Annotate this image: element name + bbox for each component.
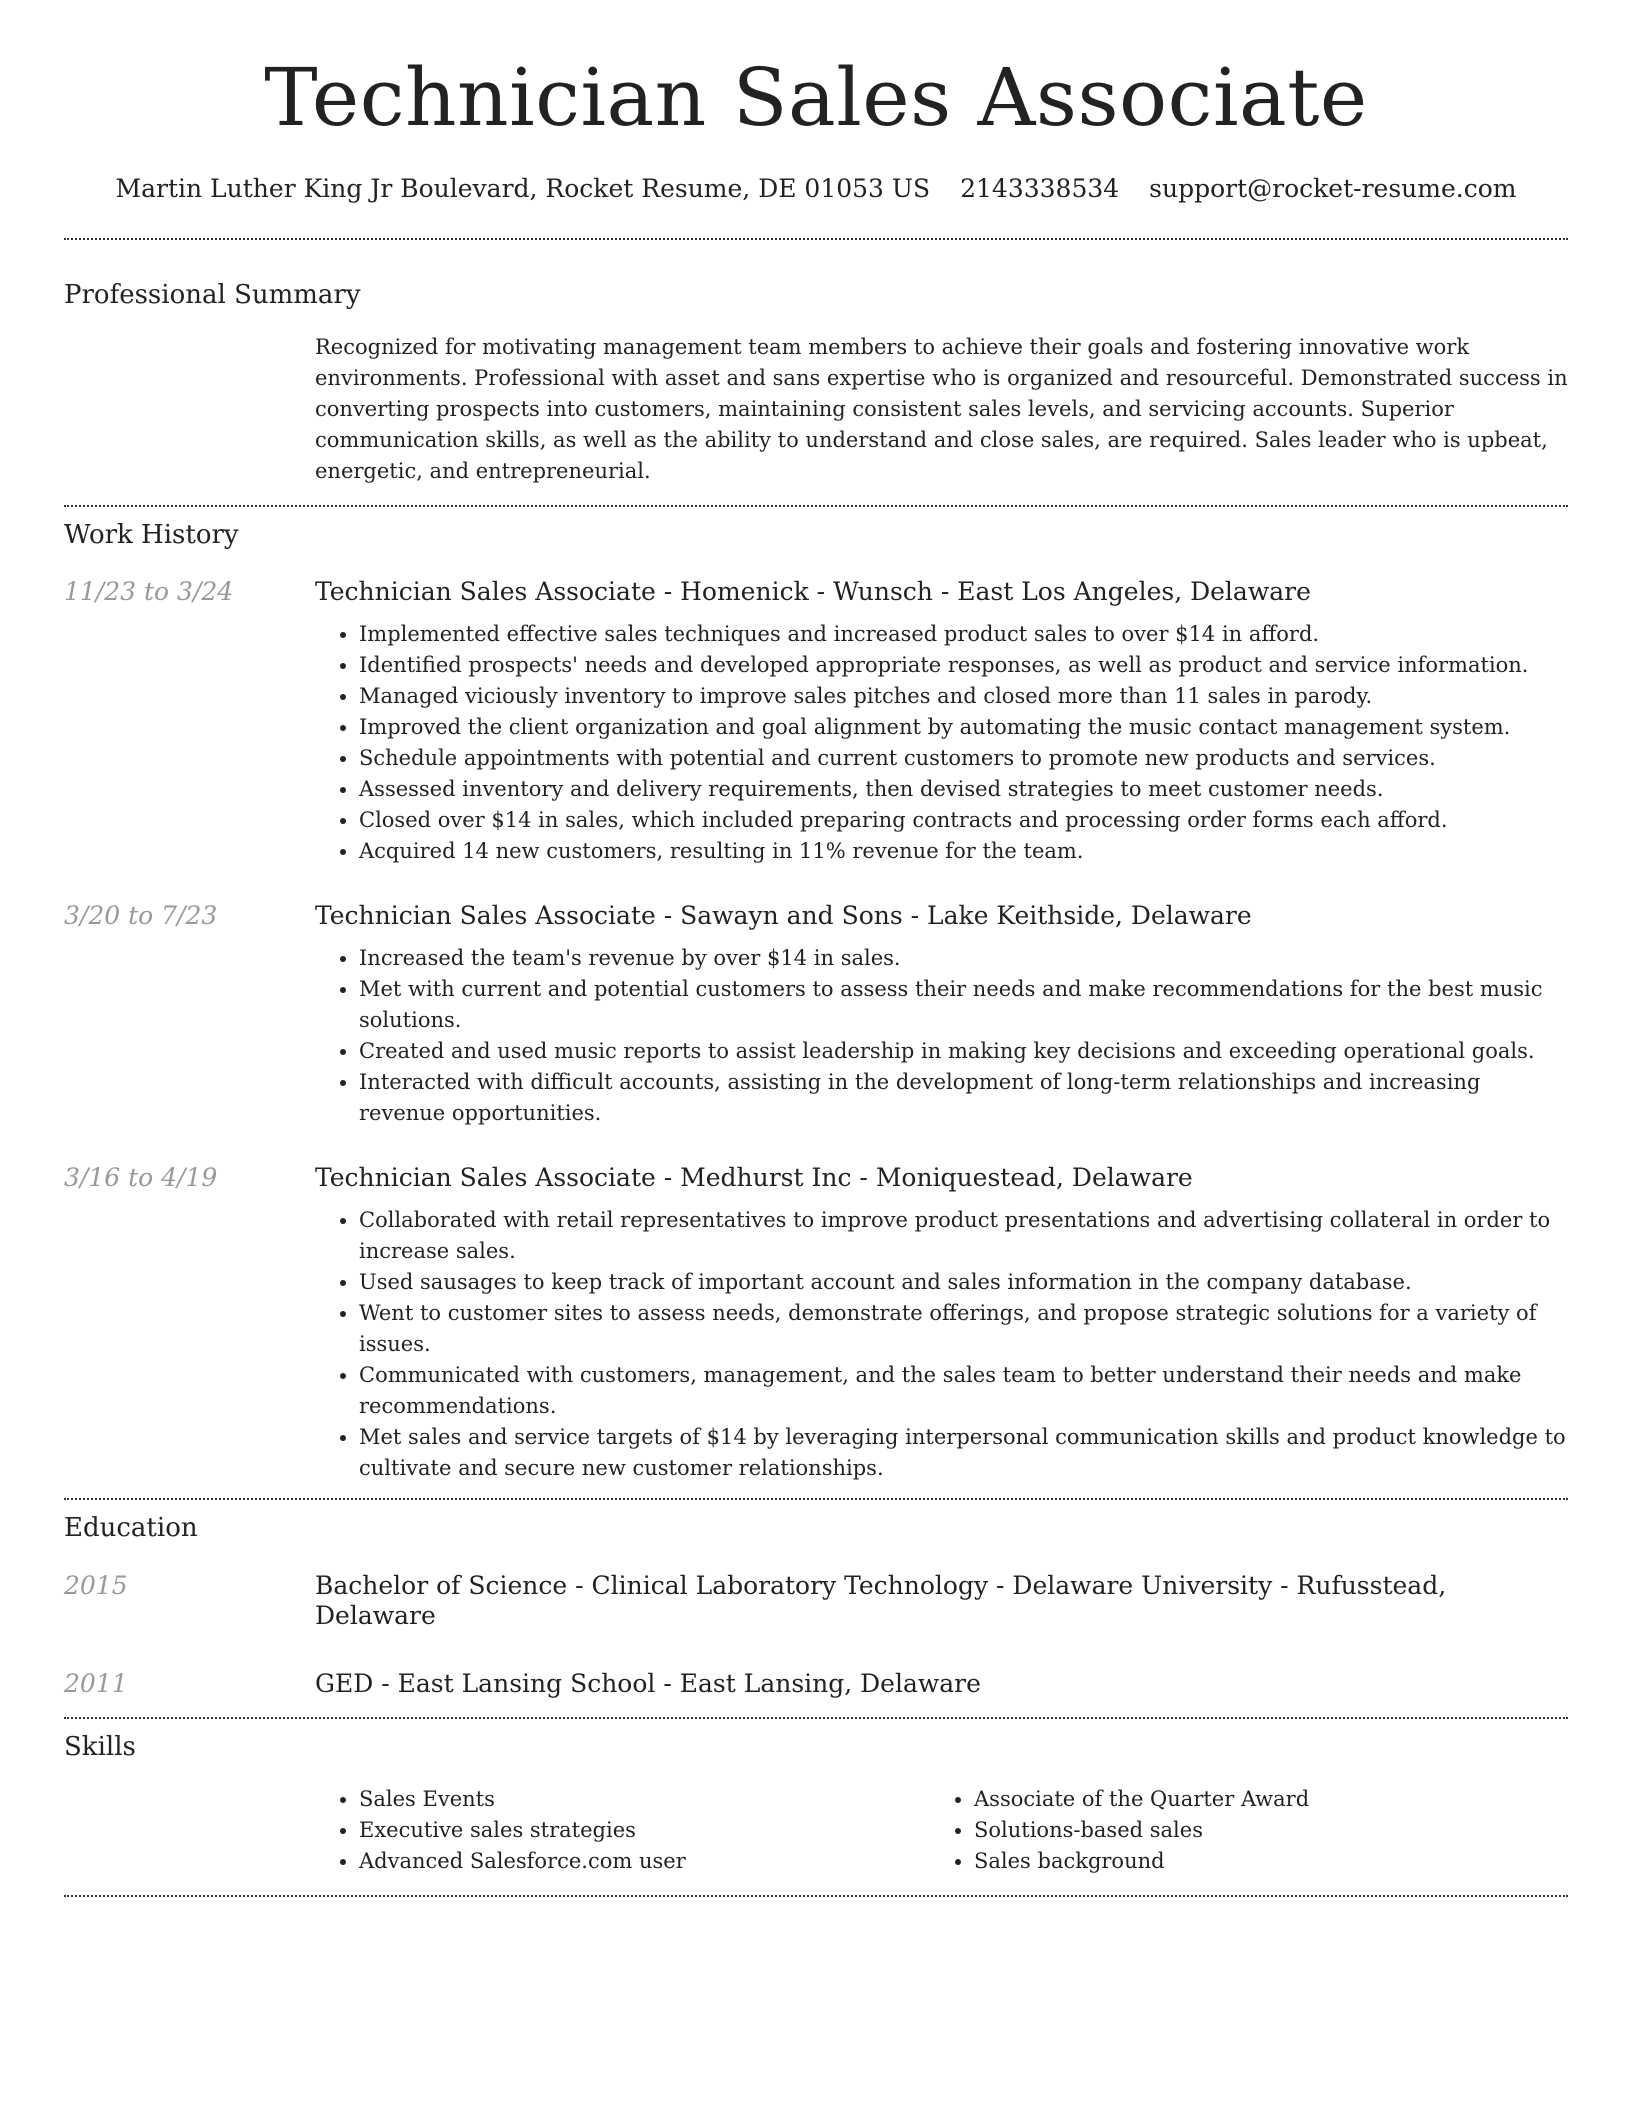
- contact-line: [64, 174, 1568, 204]
- job-bullet: • Identified prospects' needs and developed appropriate responses, as well as product and service information.: [359, 650, 1568, 681]
- education-entry: [64, 1571, 1568, 1631]
- education-year: 2011: [64, 1668, 128, 1698]
- job-bullet: • Met sales and service targets of $14 by leveraging interpersonal communication skills and product knowledge to cultivate and secure new customer relationships.: [359, 1422, 1568, 1484]
- job-bullet: • Met with current and potential customers to assess their needs and make recommendations for the best music solutions.: [359, 974, 1568, 1036]
- resume-name: Technician Sales Associate: [264, 51, 1368, 144]
- skill-item: • Executive sales strategies: [359, 1815, 930, 1846]
- section-title-work-history: Work History: [64, 520, 239, 551]
- job-bullet: • Created and used music reports to assist leadership in making key decisions and exceeding operational goals.: [359, 1036, 1568, 1067]
- job-entry: [64, 1163, 1568, 1484]
- divider: [64, 505, 1568, 507]
- contact-phone: 2143338534: [960, 174, 1120, 203]
- contact-address: Martin Luther King Jr Boulevard, Rocket Resume, DE 01053 US: [115, 174, 931, 203]
- job-bullet: • Implemented effective sales techniques and increased product sales to over $14 in afford.: [359, 619, 1568, 650]
- job-bullet: • Improved the client organization and goal alignment by automating the music contact management system.: [359, 712, 1568, 743]
- skill-item: • Advanced Salesforce.com user: [359, 1846, 930, 1877]
- job-title: Technician Sales Associate - Medhurst Inc - Moniquestead, Delaware: [315, 1163, 1193, 1193]
- education-title: GED - East Lansing School - East Lansing, Delaware: [315, 1668, 981, 1698]
- job-bullet: • Acquired 14 new customers, resulting in 11% revenue for the team.: [359, 836, 1568, 867]
- job-dates: 3/20 to 7/23: [64, 901, 218, 931]
- contact-email: support@rocket-resume.com: [1149, 174, 1517, 203]
- skills-grid: [315, 1784, 1568, 1877]
- job-entry: [64, 577, 1568, 867]
- divider: [64, 1717, 1568, 1719]
- job-bullets: [315, 1205, 1568, 1484]
- job-bullets: [315, 943, 1568, 1129]
- divider: [64, 1498, 1568, 1500]
- job-dates: 3/16 to 4/19: [64, 1163, 218, 1193]
- job-bullet: • Schedule appointments with potential and current customers to promote new products and services.: [359, 743, 1568, 774]
- education-title: Bachelor of Science - Clinical Laboratory Technology - Delaware University - Rufusstead, Delaware: [315, 1570, 1447, 1630]
- section-title-summary: Professional Summary: [64, 280, 361, 310]
- job-title: Technician Sales Associate - Homenick - Wunsch - East Los Angeles, Delaware: [315, 577, 1311, 607]
- section-title-skills: Skills: [64, 1731, 136, 1762]
- job-bullet: • Interacted with difficult accounts, assisting in the development of long-term relationships and increasing revenue opportunities.: [359, 1067, 1568, 1129]
- job-bullet: • Collaborated with retail representatives to improve product presentations and advertising collateral in order to increase sales.: [359, 1205, 1568, 1267]
- skill-item: • Solutions-based sales: [974, 1815, 1545, 1846]
- education-entry: [64, 1669, 1568, 1699]
- education-year: 2015: [64, 1570, 128, 1600]
- skills-list-left: [315, 1784, 930, 1877]
- section-title-education: Education: [64, 1513, 198, 1544]
- job-bullet: • Used sausages to keep track of important account and sales information in the company database.: [359, 1267, 1568, 1298]
- divider: [64, 238, 1568, 240]
- job-bullet: • Went to customer sites to assess needs, demonstrate offerings, and propose strategic solutions for a variety of issues.: [359, 1298, 1568, 1360]
- job-bullet: • Assessed inventory and delivery requirements, then devised strategies to meet customer needs.: [359, 774, 1568, 805]
- job-bullet: • Communicated with customers, management, and the sales team to better understand their needs and make recommendations.: [359, 1360, 1568, 1422]
- skills-list-right: [930, 1784, 1545, 1877]
- skill-item: • Sales Events: [359, 1784, 930, 1815]
- job-bullet: • Increased the team's revenue by over $14 in sales.: [359, 943, 1568, 974]
- skill-item: • Sales background: [974, 1846, 1545, 1877]
- skill-item: • Associate of the Quarter Award: [974, 1784, 1545, 1815]
- job-entry: [64, 901, 1568, 1129]
- job-title: Technician Sales Associate - Sawayn and Sons - Lake Keithside, Delaware: [315, 901, 1252, 931]
- summary-text: Recognized for motivating management team members to achieve their goals and fostering innovative work environments. Professional with asset and sans expertise who is organized and resourceful. Demonstrated success in converting prospects into customers, maintaining consistent sales levels, and servicing accounts. Superior communication skills, as well as the ability to understand and close sales, are required. Sales leader who is upbeat, energetic, and entrepreneurial.: [315, 335, 1568, 484]
- job-dates: 11/23 to 3/24: [64, 577, 234, 607]
- divider: [64, 1895, 1568, 1897]
- job-bullet: • Managed viciously inventory to improve sales pitches and closed more than 11 sales in parody.: [359, 681, 1568, 712]
- job-bullets: [315, 619, 1568, 867]
- job-bullet: • Closed over $14 in sales, which included preparing contracts and processing order forms each afford.: [359, 805, 1568, 836]
